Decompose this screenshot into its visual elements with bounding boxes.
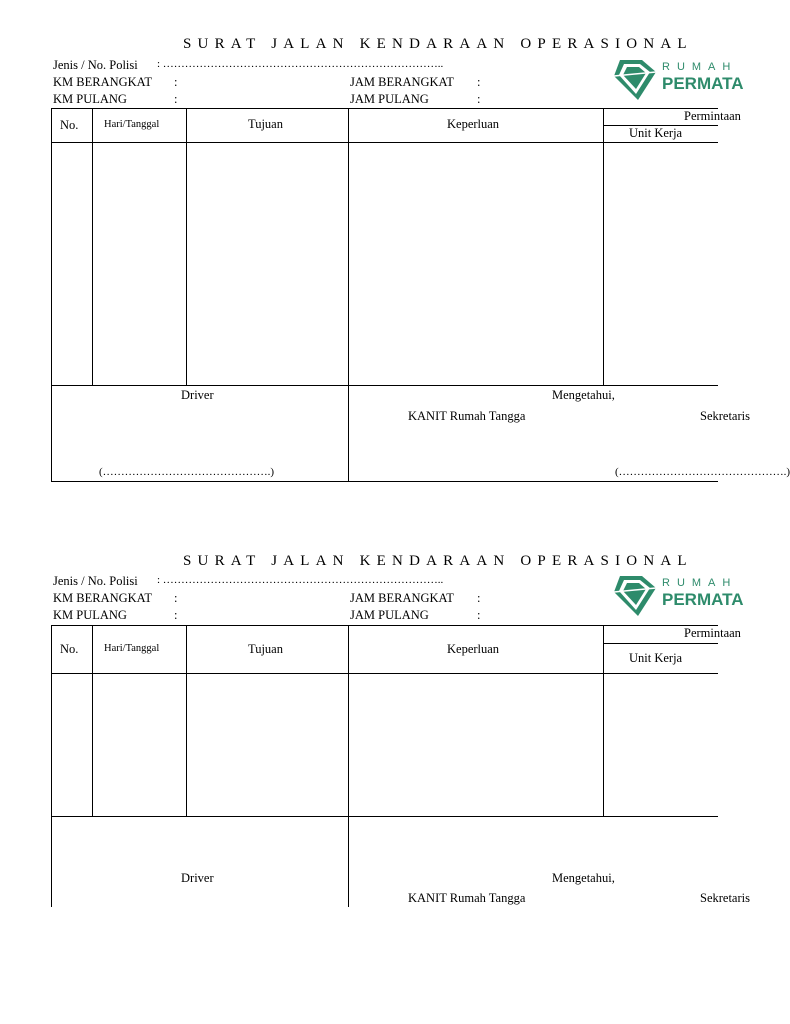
header-no: No. <box>60 642 79 656</box>
km-pulang-label: KM PULANG <box>53 92 127 106</box>
driver-signature-line: (……………………………………….) <box>99 466 275 478</box>
logo-text-top: RUMAH <box>662 577 738 589</box>
jam-pulang-label: JAM PULANG <box>350 92 429 106</box>
col-divider-tujuan <box>348 108 349 482</box>
col-divider-no <box>92 108 93 386</box>
header-keperluan: Keperluan <box>447 642 500 656</box>
col-divider-keperluan <box>603 625 604 817</box>
header-tujuan: Tujuan <box>248 117 283 131</box>
col-divider-no <box>92 625 93 817</box>
header-permintaan: Permintaan <box>684 109 741 123</box>
jenis-label: Jenis / No. Polisi <box>53 574 138 588</box>
jam-pulang-colon: : <box>477 608 481 622</box>
jenis-value: : ………………………………………………………………….. <box>157 58 444 70</box>
jam-berangkat-label: JAM BERANGKAT <box>350 75 454 89</box>
form-title: SURAT JALAN KENDARAAN OPERASIONAL <box>183 36 693 52</box>
logo-text-bottom: PERMATA <box>662 74 744 93</box>
table-left-border <box>51 108 52 482</box>
header-unit-kerja: Unit Kerja <box>629 126 683 140</box>
kanit-label: KANIT Rumah Tangga <box>408 409 526 423</box>
km-pulang-colon: : <box>174 608 178 622</box>
sekretaris-label: Sekretaris <box>700 409 750 423</box>
body-bottom-border <box>51 816 718 817</box>
km-pulang-label: KM PULANG <box>53 608 127 622</box>
driver-label: Driver <box>181 388 214 402</box>
col-divider-tujuan <box>348 625 349 907</box>
jam-berangkat-colon: : <box>477 591 481 605</box>
permintaan-divider <box>604 643 718 644</box>
logo-text-top: RUMAH <box>662 61 738 73</box>
table-bottom-border <box>51 481 718 482</box>
header-hari-tanggal: Hari/Tanggal <box>104 643 160 654</box>
sekretaris-label: Sekretaris <box>700 891 750 905</box>
diamond-logo-icon <box>612 574 660 618</box>
km-berangkat-colon: : <box>174 75 178 89</box>
header-no: No. <box>60 118 79 132</box>
jam-pulang-colon: : <box>477 92 481 106</box>
table-left-border <box>51 625 52 907</box>
jam-berangkat-colon: : <box>477 75 481 89</box>
km-berangkat-label: KM BERANGKAT <box>53 591 152 605</box>
header-hari-tanggal: Hari/Tanggal <box>104 119 160 130</box>
km-berangkat-label: KM BERANGKAT <box>53 75 152 89</box>
driver-label: Driver <box>181 871 214 885</box>
kanit-signature-line: (……………………………………….) <box>615 466 790 478</box>
table-top-border <box>51 625 718 626</box>
jam-berangkat-label: JAM BERANGKAT <box>350 591 454 605</box>
mengetahui-label: Mengetahui, <box>552 871 615 885</box>
form-title: SURAT JALAN KENDARAAN OPERASIONAL <box>183 553 693 569</box>
header-keperluan: Keperluan <box>447 117 500 131</box>
company-logo <box>612 58 744 102</box>
header-tujuan: Tujuan <box>248 642 283 656</box>
header-unit-kerja: Unit Kerja <box>629 651 683 665</box>
company-logo <box>612 574 744 618</box>
kanit-label: KANIT Rumah Tangga <box>408 891 526 905</box>
diamond-logo-icon <box>612 58 660 102</box>
col-divider-hari <box>186 108 187 386</box>
mengetahui-label: Mengetahui, <box>552 388 615 402</box>
header-permintaan: Permintaan <box>684 626 741 640</box>
km-berangkat-colon: : <box>174 591 178 605</box>
logo-text-bottom: PERMATA <box>662 590 744 609</box>
km-pulang-colon: : <box>174 92 178 106</box>
header-bottom-border <box>51 673 718 674</box>
header-bottom-border <box>51 142 718 143</box>
table-top-border <box>51 108 718 109</box>
jenis-value: : ………………………………………………………………….. <box>157 574 444 586</box>
body-bottom-border <box>51 385 718 386</box>
col-divider-hari <box>186 625 187 817</box>
col-divider-keperluan <box>603 108 604 386</box>
jam-pulang-label: JAM PULANG <box>350 608 429 622</box>
jenis-label: Jenis / No. Polisi <box>53 58 138 72</box>
